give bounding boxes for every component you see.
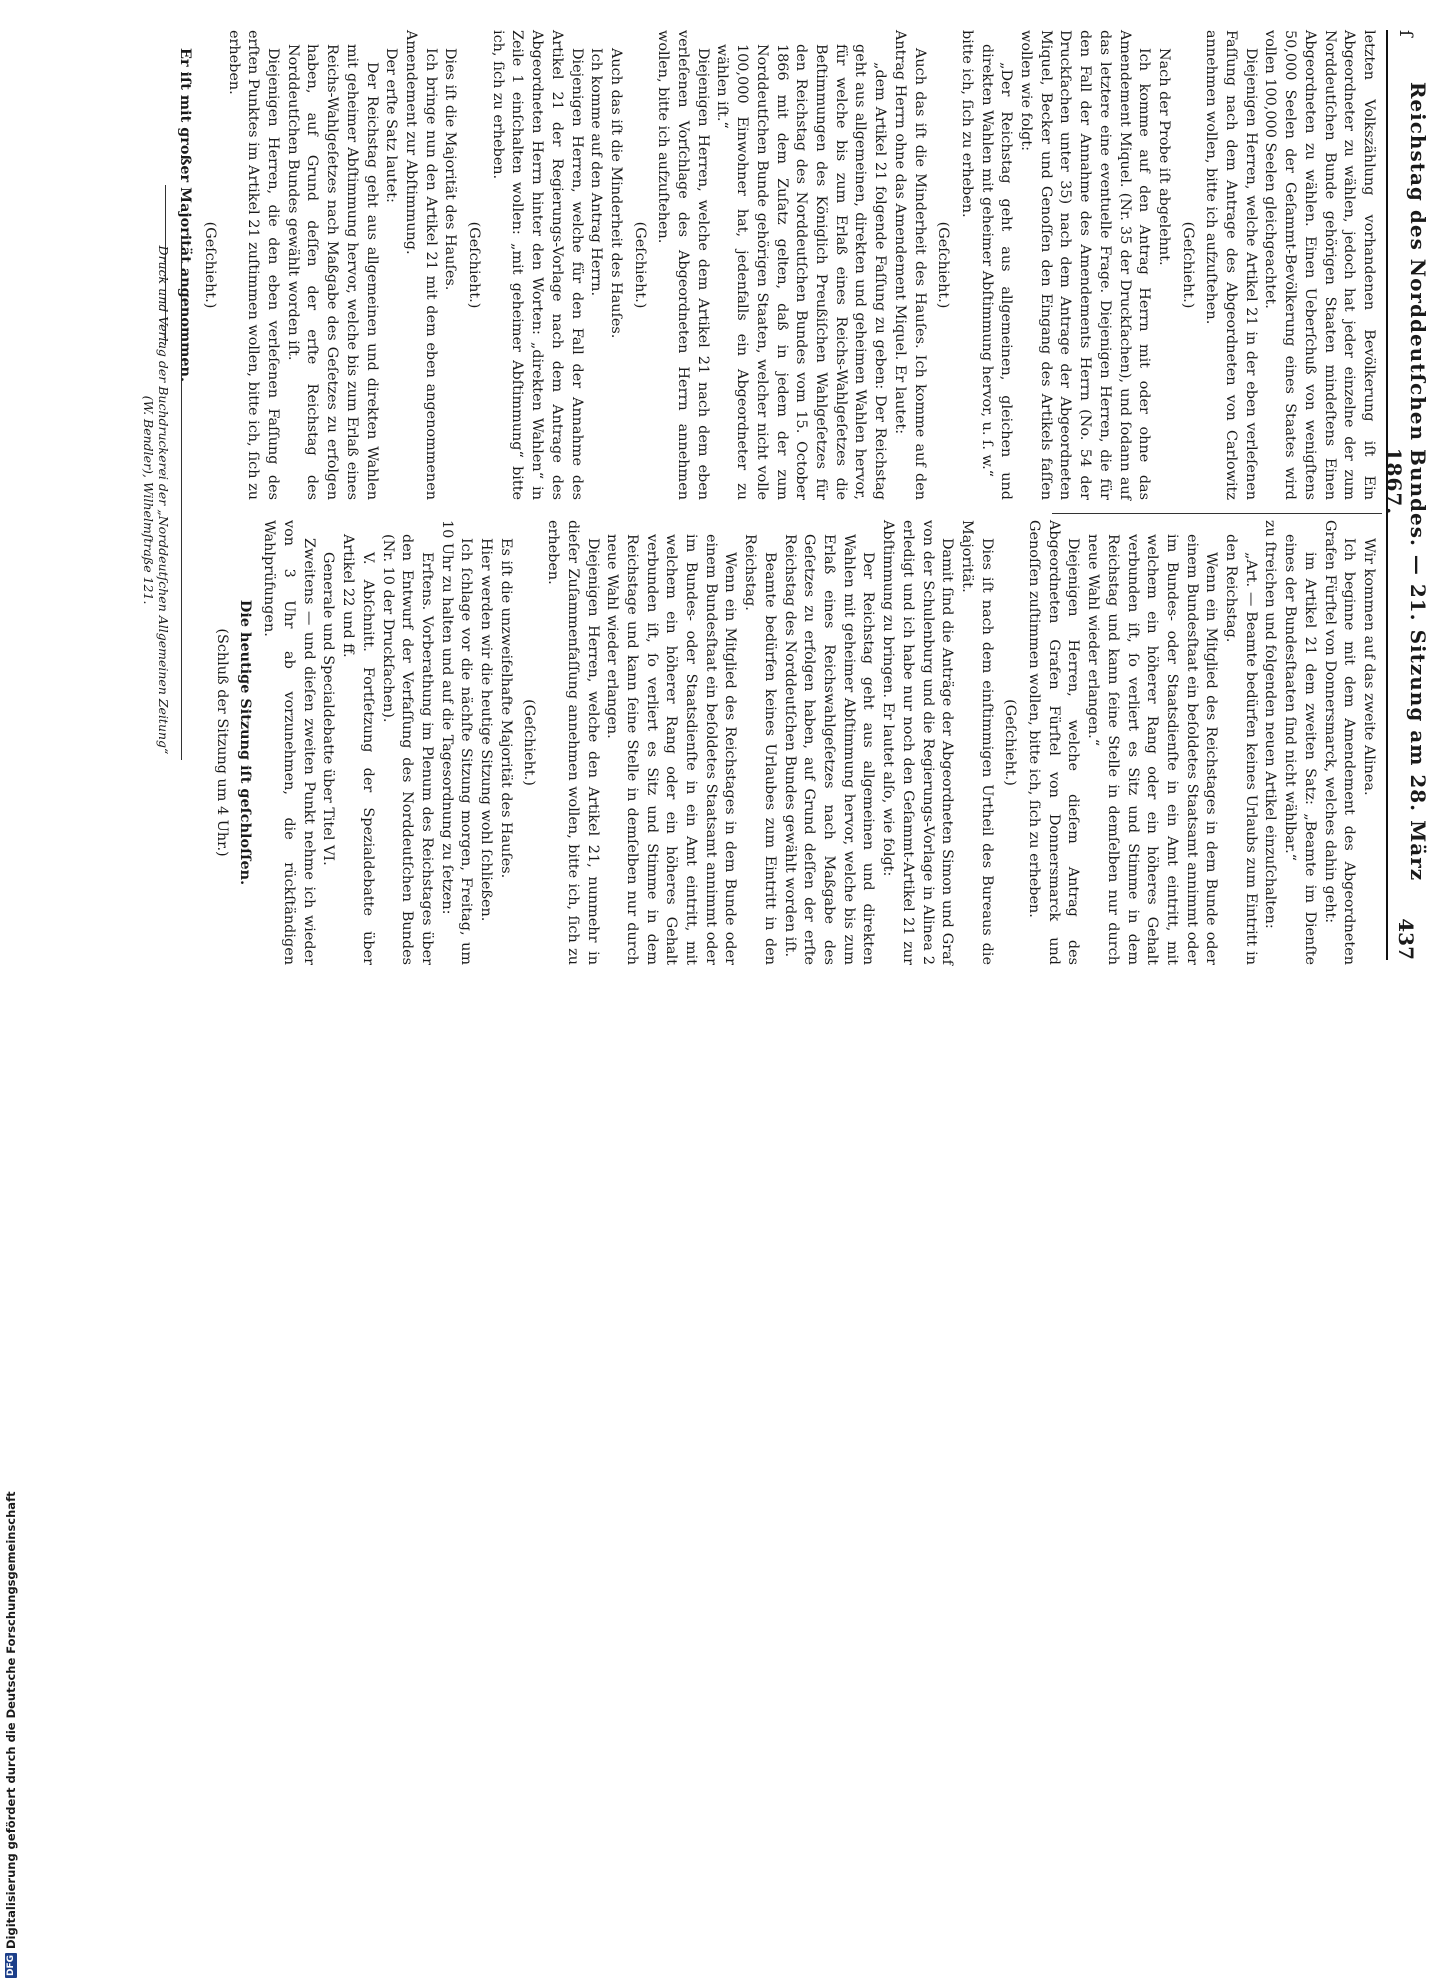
stage-direction: (Geſchieht.) bbox=[935, 221, 952, 309]
quotation: im Artikel 21 dem zweiten Satz: „Beamte im Dienſte eines der Bundesſtaaten ſind nicht wählbar.“ bbox=[1282, 534, 1318, 965]
paragraph: Auch das iſt die Minderheit des Hauſes. bbox=[607, 48, 624, 339]
paragraph: Ich komme auf den Antrag Herrn mit oder ohne das Amendement Miquel. (Nr. 35 der Druckſachen), und ſodann auf das letztere eine eventuelle Frage. Diejenigen Herren, die für den Fall der Annahme des Amendements Herrn (No. 54 der Druckſachen unter 35) nach dem Antrage der Abgeordneten Miquel, Becker und Genoſſen den Eingang des Artikels faſſen wollen wie folgt: bbox=[1018, 30, 1153, 500]
paragraph: Auch das iſt die Minderheit des Hauſes. Ich komme auf den Antrag Herrn ohne das Amendement Miquel. Er lautet: bbox=[891, 30, 928, 500]
imprint-line-1: Druck und Verlag der Buchdruckerei der „Norddeutſchen Allgemeinen Zeitung“ bbox=[156, 245, 171, 755]
paragraph: zu ſtreichen und folgenden neuen Artikel einzuſchalten: bbox=[1262, 520, 1279, 929]
agenda-item: Generale und Specialdebatte über Titel VI. bbox=[320, 552, 337, 866]
paragraph: Damit ſind die Anträge der Abgeordneten Simon und Graf von der Schulenburg und die Regierungs-Vorlage in Alinea 2 erledigt und ich habe nur noch den Geſammt-Artikel 21 zur Abſtimmung zu bringen. Er lautet alſo, wie folgt: bbox=[880, 520, 956, 965]
paragraph: Diejenigen Herren, welche Artikel 21 in der eben verleſenen Faſſung nach dem Antrage des Abgeordneten von Carlowitz annehmen wollen, bitte ich aufzuſtehen. bbox=[1203, 30, 1259, 500]
stage-direction: (Geſchieht.) bbox=[201, 221, 218, 309]
paragraph: Diejenigen Herren, welche dem Artikel 21 nach dem eben verleſenen Vorſchlage des Abgeordneten Herrn annehmen wollen, bitte ich aufzuſtehen. bbox=[655, 30, 711, 500]
agenda-item: Erſtens. Vorberathung im Plenum des Reichstages über den Entwurf der Verfaſſung des Norddeutſchen Bundes (Nr. 10 der Druckſachen). bbox=[379, 534, 435, 965]
digitization-credit bbox=[0, 978, 22, 1978]
paragraph: Ich komme auf den Antrag Herrn. bbox=[588, 48, 605, 297]
left-column bbox=[155, 30, 1378, 500]
quotation: Wenn ein Mitglied des Reichstages in dem Bunde oder einem Bundesſtaat ein beſoldetes Staatsamt annimmt oder im Bundes- oder Staatsdienſte in ein Amt eintritt, mit welchem ein höherer Rang oder ein höheres Gehalt verbunden iſt, ſo verliert es Sitz und Stimme in dem Reichstage und kann ſeine Stelle in demſelben nur durch neue Wahl wieder erlangen. bbox=[604, 534, 739, 965]
stage-direction: (Geſchieht.) bbox=[631, 221, 648, 309]
page-header bbox=[1382, 30, 1430, 960]
corner-mark: ſ bbox=[1395, 30, 1417, 37]
right-column bbox=[207, 520, 1378, 965]
credit-text: Digitalisierung gefördert durch die Deutsche Forschungsgemeinschaft bbox=[4, 1491, 18, 1949]
agenda-item: V. Abſchnitt. Fortſetzung der Spezialdebatte über Artikel 22 und ff. bbox=[340, 534, 376, 965]
running-title: Reichstag des Norddeutſchen Bundes. — 21. Sitzung am 28. März 1867. bbox=[1382, 81, 1430, 882]
paragraph: Nach der Probe iſt abgelehnt. bbox=[1155, 48, 1172, 266]
paragraph: Hier werden wir die heutige Sitzung wohl ſchließen. bbox=[478, 538, 495, 922]
stage-direction: (Geſchieht.) bbox=[521, 699, 538, 786]
quotation: Der Reichstag geht aus allgemeinen und direkten Wahlen mit geheimer Abſtimmung hervor, welche bis zum Erlaß eines Reichswahlgeſetzes nach Maßgabe des Geſetzes zu erfolgen haben, auf Grund deſſen der erſte Reichstag des Norddeutſchen Bundes gewählt worden iſt. bbox=[781, 534, 877, 965]
result-line: Er iſt mit großer Majorität angenommen. bbox=[177, 48, 195, 383]
paragraph: Dies iſt nach dem einſtimmigen Urtheil des Bureaus die Majorität. bbox=[958, 520, 995, 965]
paragraph: Ich bringe nun den Artikel 21 mit dem eben angenommenen Amendement zur Abſtimmung. bbox=[402, 30, 439, 500]
quotation: „Der Reichstag geht aus allgemeinen, gleichen und direkten Wahlen mit geheimer Abſtimmung hervor, u. ſ. w.“ bbox=[978, 44, 1015, 500]
paragraph: Ich ſchlage vor die nächſte Sitzung morgen, Freitag, um 10 Uhr zu halten und auf die Tagesordnung zu ſetzen: bbox=[438, 520, 475, 965]
paragraph: Es iſt die unzweifelhafte Majorität des Hauſes. bbox=[497, 538, 514, 879]
quotation: Der Reichstag geht aus allgemeinen und direkten Wahlen mit geheimer Abſtimmung hervor, welche bis zum Erlaß eines Reichs-Wahlgeſetzes nach Maßgabe des Geſetzes zu erfolgen haben, auf Grund deſſen der erſte Reichstag des Norddeutſchen Bundes gewählt worden iſt. bbox=[284, 44, 380, 500]
imprint-rule bbox=[181, 240, 182, 760]
stage-direction: (Geſchieht.) bbox=[1179, 221, 1196, 309]
paragraph: Diejenigen Herren, welche den Artikel 21, nunmehr in dieſer Zuſammenfaſſung annehmen wollen, bitte ich, ſich zu erheben. bbox=[545, 520, 601, 965]
quotation: Beamte bedürfen keines Urlaubes zum Eintritt in den Reichstag. bbox=[742, 534, 778, 965]
dfg-logo-icon: DFG bbox=[6, 1954, 16, 1976]
paragraph: Wir kommen auf das zweite Alinea. bbox=[1361, 538, 1377, 796]
paragraph: Der erſte Satz lautet: bbox=[383, 48, 400, 203]
paragraph: letzten Volkszählung vorhandenen Bevölkerung iſt Ein Abgeordneter zu wählen, jedoch hat jeder einzelne der zum Norddeutſchen Bunde gehörigen Staaten mindeſtens Einen Abgeordneten zu wählen. Einen Ueberſchuß von wenigſtens 50,000 Seelen der Geſammt-Bevölkerung eines Staates wird vollen 100,000 Seelen gleichgeachtet. bbox=[1262, 30, 1377, 500]
stage-direction: (Geſchieht.) bbox=[1002, 699, 1019, 786]
page-number: 437 bbox=[1394, 918, 1418, 960]
paragraph: Ich beginne mit dem Amendement des Abgeordneten Grafen Fürſtel von Donnersmarck, welches dahin geht: bbox=[1321, 520, 1358, 965]
paragraph: Diejenigen Herren, die den eben verleſenen Faſſung des erſten Punktes im Artikel 21 zuſtimmen wollen, bitte ich, ſich zu erheben. bbox=[225, 30, 282, 500]
paragraph: bitte ich, ſich zu erheben. bbox=[958, 30, 975, 218]
imprint-line-2: (W. Bendler), Wilhelmſtraße 121. bbox=[141, 395, 156, 605]
stage-direction: (Geſchieht.) bbox=[466, 221, 483, 309]
quotation: „dem Artikel 21 folgende Faſſung zu geben: Der Reichstag geht aus allgemeinen, direkten und geheimen Wahlen hervor, für welche bis zum Erlaß eines Reichs-Wahlgeſetzes die Beſtimmungen des Königlich Preußiſchen Wahlgeſetzes für den Reichstag des Norddeutſchen Bundes vom 15. October 1866 mit dem Zuſatz gelten, daß in jedem der zum Norddeutſchen Bunde gehörigen Staaten, welcher nicht volle 100,000 Einwohner hat, jedenfalls ein Abgeordneter zu wählen iſt.“ bbox=[714, 44, 889, 500]
quotation: „Art. — Beamte bedürfen keines Urlaubs zum Eintritt in den Reichstag. bbox=[1223, 534, 1259, 965]
quotation: Wenn ein Mitglied des Reichstages in dem Bunde oder einem Bundesſtaat ein beſoldetes Staatsamt annimmt oder im Bundes- oder Staatsdienſte in ein Amt eintritt, mit welchem ein höherer Rang oder ein höheres Gehalt verbunden iſt, ſo verliert es Sitz und Stimme in dem Reichstag und kann ſeine Stelle in demſelben nur durch neue Wahl wieder erlangen.“ bbox=[1085, 534, 1220, 965]
paragraph: Diejenigen Herren, welche dieſem Antrag des Abgeordneten Grafen Fürſtel von Donnersmarck und Genoſſen zuſtimmen wollen, bitte ich, ſich zu erheben. bbox=[1026, 520, 1082, 965]
agenda-item: Zweitens — und dieſen zweiten Punkt nehme ich wieder von 3 Uhr ab vorzunehmen, die rückſtändigen Wahlprüfungen. bbox=[261, 520, 317, 965]
printer-imprint bbox=[141, 0, 192, 1000]
paragraph: Diejenigen Herren, welche für den Fall der Annahme des Artikel 21 der Regierungs-Vorlage nach dem Antrage des Abgeordneten Herrn hinter den Worten: „direkten Wahlen“ in Zeile 1 einſchalten wollen: „mit geheimer Abſtimmung“ bitte ich, ſich zu erheben. bbox=[489, 30, 585, 500]
paragraph: Dies iſt die Majorität des Hauſes. bbox=[442, 48, 459, 291]
closing-time: (Schluß der Sitzung um 4 Uhr.) bbox=[213, 628, 230, 857]
closing-line: Die heutige Sitzung iſt geſchloſſen. bbox=[236, 599, 254, 886]
column-divider bbox=[1052, 513, 1382, 514]
